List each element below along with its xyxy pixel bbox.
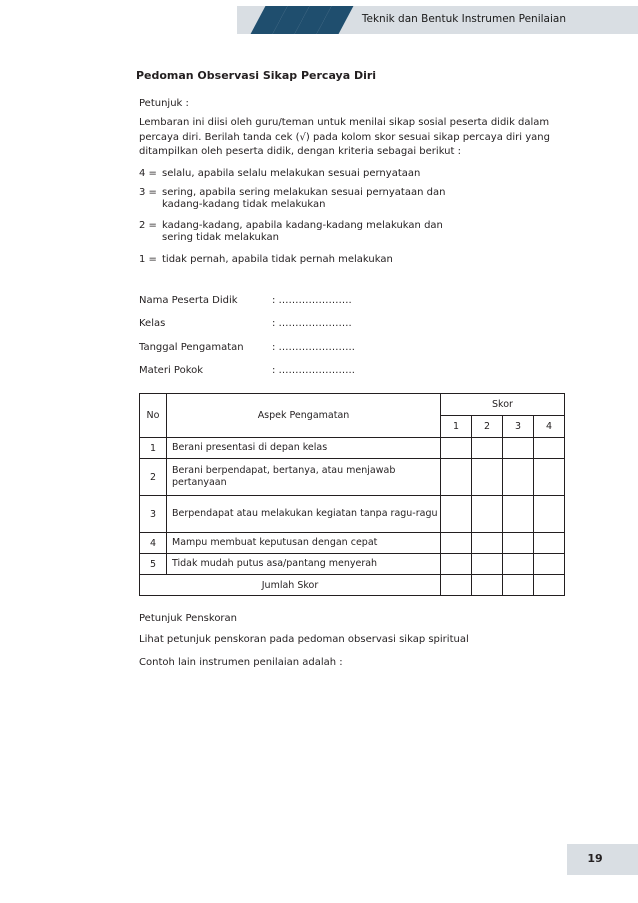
total-score-cell[interactable] [534, 575, 565, 596]
petunjuk-text: Lembaran ini diisi oleh guru/teman untuk menilai sikap sosial peserta didik dalam percaya diri. Berilah tanda cek (√) pada kolom skor sesuai sikap percaya diri yang ditampilkan oleh peserta didik, dengan kriteria sebagai berikut : [139, 117, 550, 157]
col-header-skor: Skor [441, 394, 565, 416]
table-row [140, 438, 565, 459]
row-aspek: Berani berpendapat, bertanya, atau menjawab pertanyaan [167, 459, 441, 496]
row-aspek: Tidak mudah putus asa/pantang menyerah [167, 554, 441, 575]
score-cell[interactable] [441, 533, 472, 554]
total-row [140, 575, 565, 596]
col-header-skor-2: 2 [472, 416, 503, 438]
score-cell[interactable] [534, 496, 565, 533]
score-cell[interactable] [441, 459, 472, 496]
score-cell[interactable] [503, 554, 534, 575]
criteria-item: 1 = tidak pernah, apabila tidak pernah melakukan [139, 254, 393, 265]
row-number: 3 [140, 496, 167, 533]
score-cell[interactable] [503, 496, 534, 533]
penskoran-text: Lihat petunjuk penskoran pada pedoman observasi sikap spiritual [139, 634, 469, 645]
total-score-cell[interactable] [441, 575, 472, 596]
score-cell[interactable] [503, 438, 534, 459]
row-aspek: Mampu membuat keputusan dengan cepat [167, 533, 441, 554]
col-header-aspek: Aspek Pengamatan [167, 394, 441, 438]
score-cell[interactable] [534, 554, 565, 575]
row-number: 2 [140, 459, 167, 496]
row-aspek: Berpendapat atau melakukan kegiatan tanpa ragu-ragu [167, 496, 441, 533]
observation-table [139, 393, 565, 596]
row-aspek: Berani presentasi di depan kelas [167, 438, 441, 459]
table-row [140, 496, 565, 533]
petunjuk-label: Petunjuk : [139, 98, 189, 109]
score-cell[interactable] [441, 496, 472, 533]
penskoran-title: Petunjuk Penskoran [139, 613, 238, 624]
score-cell[interactable] [472, 438, 503, 459]
score-cell[interactable] [441, 554, 472, 575]
table-header-row [140, 394, 565, 416]
criteria-item: 4 = selalu, apabila selalu melakukan sesuai pernyataan [139, 168, 421, 179]
score-cell[interactable] [472, 533, 503, 554]
criteria-item: 3 = sering, apabila sering melakukan sesuai pernyataan dan kadang-kadang tidak melakukan [139, 187, 446, 210]
score-cell[interactable] [472, 496, 503, 533]
contoh-text: Contoh lain instrumen penilaian adalah : [139, 657, 343, 668]
total-score-cell[interactable] [503, 575, 534, 596]
criteria-item: 2 = kadang-kadang, apabila kadang-kadang melakukan dan sering tidak melakukan [139, 220, 443, 243]
score-cell[interactable] [472, 554, 503, 575]
row-number: 1 [140, 438, 167, 459]
total-label: Jumlah Skor [140, 575, 441, 596]
header-title: Teknik dan Bentuk Instrumen Penilaian [361, 13, 566, 25]
score-cell[interactable] [534, 438, 565, 459]
row-number: 4 [140, 533, 167, 554]
score-cell[interactable] [534, 459, 565, 496]
score-cell[interactable] [441, 438, 472, 459]
score-cell[interactable] [534, 533, 565, 554]
table-row [140, 533, 565, 554]
score-cell[interactable] [472, 459, 503, 496]
col-header-skor-3: 3 [503, 416, 534, 438]
table-row [140, 554, 565, 575]
row-number: 5 [140, 554, 167, 575]
table-row [140, 459, 565, 496]
col-header-skor-4: 4 [534, 416, 565, 438]
score-cell[interactable] [503, 459, 534, 496]
score-cell[interactable] [503, 533, 534, 554]
document-title: Pedoman Observasi Sikap Percaya Diri [135, 69, 377, 82]
total-score-cell[interactable] [472, 575, 503, 596]
col-header-skor-1: 1 [441, 416, 472, 438]
col-header-no: No [140, 394, 167, 438]
page-number: 19 [587, 852, 603, 865]
